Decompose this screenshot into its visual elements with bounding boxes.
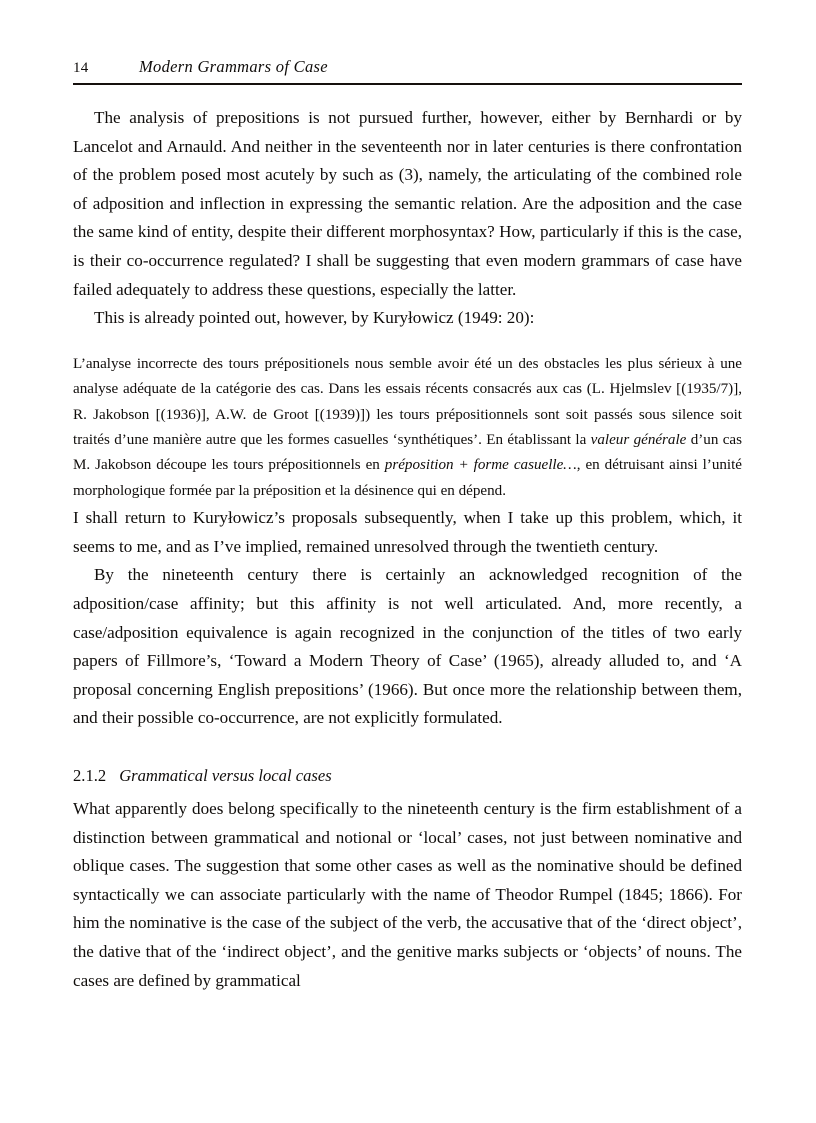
quotation-italic-2: préposition + forme casuelle… bbox=[384, 457, 577, 474]
quotation-segment-3: , en détruisant ainsi l’unité morphologique formée par la préposition et la désinence qui en dépend. bbox=[73, 457, 742, 499]
header-rule bbox=[73, 83, 742, 85]
section-heading bbox=[73, 764, 742, 788]
page-number: 14 bbox=[73, 60, 89, 76]
quotation-segment-1: L’analyse incorrecte des tours prépositionels nous semble avoir été un des obstacles les plus sérieux à une analyse adéquate de la catégorie des cas. Dans les essais récents consacrés aux cas (L. Hjelmslev [(1935/7)], R. Jakobson [(1936)], A.W. de Groot [(1939)]) les tours prépositionnels sont soit passés sous silence soit traités d’une manière autre que les formes casuelles ‘synthétiques’. En établissant la bbox=[73, 355, 742, 448]
quotation-text bbox=[73, 352, 742, 504]
paragraph-4: By the nineteenth century there is certainly an acknowledged recognition of the adposition/case affinity; but this affinity is not well articulated. And, more recently, a case/adposition equivalence is again recognized in the conjunction of the titles of two early papers of Fillmore’s, ‘Toward a Modern Theory of Case’ (1965), already alluded to, and ‘A proposal concerning English prepositions’ (1966). But once more the relationship between them, and their possible co-occurrence, are not explicitly formulated. bbox=[73, 565, 742, 728]
quotation-italic-1: valeur générale bbox=[590, 431, 687, 448]
quotation-segment-2: d’un cas M. Jakobson découpe les tours prépositionnels en bbox=[73, 431, 742, 474]
paragraph-1: The analysis of prepositions is not pursued further, however, either by Bernhardi or by Lancelot and Arnauld. And neither in the seventeenth nor in later centuries is there confrontation of the problem posed most acutely by such as (3), namely, the articulating of the combined role of adposition and inflection in expressing the semantic relation. Are the adposition and the case the same kind of entity, despite their different morphosyntax? How, particularly if this is the case, is their co-occurrence regulated? I shall be suggesting that even modern grammars of case have failed adequately to address these questions, especially the latter. bbox=[73, 108, 742, 299]
page-content bbox=[73, 57, 742, 995]
paragraph-2: This is already pointed out, however, by Kuryłowicz (1949: 20): bbox=[94, 308, 535, 328]
body-text bbox=[73, 104, 742, 995]
running-head bbox=[73, 57, 742, 79]
paragraph-3: I shall return to Kuryłowicz’s proposals subsequently, when I take up this problem, which, it seems to me, and as I’ve implied, remained unresolved through the twentieth century. bbox=[73, 508, 742, 556]
running-head-title: Modern Grammars of Case bbox=[139, 57, 328, 76]
section-title: Grammatical versus local cases bbox=[119, 765, 332, 785]
section-number: 2.1.2 bbox=[73, 765, 107, 785]
paragraph-5: What apparently does belong specifically to the nineteenth century is the firm establishment of a distinction between grammatical and notional or ‘local’ cases, not just between nominative and oblique cases. The suggestion that some other cases as well as the nominative should be defined syntactically we can associate particularly with the name of Theodor Rumpel (1845; 1866). For him the nominative is the case of the subject of the verb, the accusative that of the ‘direct object’, the dative that of the ‘indirect object’, and the genitive marks subjects or ‘objects’ of nouns. The cases are defined by grammatical bbox=[73, 798, 742, 990]
block-quotation bbox=[73, 352, 742, 504]
